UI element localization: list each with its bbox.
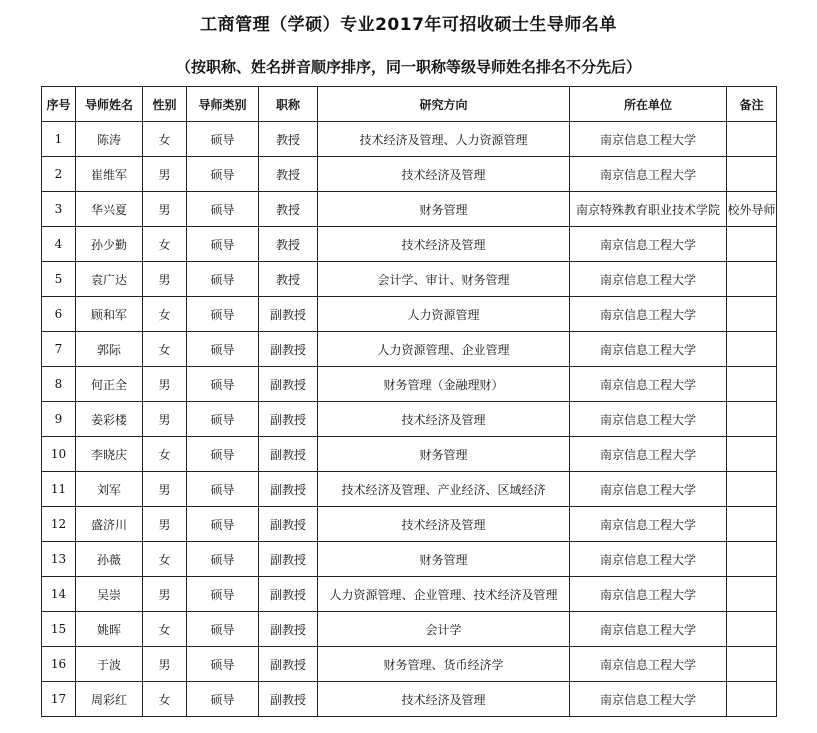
cell-no: 2 [42,157,76,192]
cell-rank: 副教授 [259,472,318,507]
cell-unit: 南京信息工程大学 [570,367,727,402]
cell-type: 硕导 [187,262,259,297]
cell-no: 5 [42,262,76,297]
cell-field: 人力资源管理、企业管理、技术经济及管理 [318,577,570,612]
cell-field: 技术经济及管理 [318,157,570,192]
table-row [42,472,777,507]
cell-no: 9 [42,402,76,437]
cell-unit: 南京信息工程大学 [570,472,727,507]
cell-note [727,262,777,297]
cell-sex: 男 [143,507,187,542]
table-row [42,367,777,402]
cell-note [727,332,777,367]
cell-name: 李晓庆 [76,437,143,472]
cell-type: 硕导 [187,577,259,612]
cell-no: 13 [42,542,76,577]
cell-sex: 男 [143,472,187,507]
table-body [42,122,777,717]
header-rank: 职称 [259,87,318,122]
cell-unit: 南京信息工程大学 [570,577,727,612]
cell-sex: 女 [143,437,187,472]
page-title: 工商管理（学硕）专业2017年可招收硕士生导师名单 [200,15,617,35]
cell-sex: 女 [143,122,187,157]
cell-unit: 南京信息工程大学 [570,157,727,192]
cell-type: 硕导 [187,472,259,507]
cell-note [727,472,777,507]
cell-rank: 教授 [259,122,318,157]
cell-note [727,157,777,192]
cell-unit: 南京信息工程大学 [570,262,727,297]
cell-name: 袁广达 [76,262,143,297]
cell-note [727,297,777,332]
cell-unit: 南京信息工程大学 [570,122,727,157]
cell-unit: 南京信息工程大学 [570,402,727,437]
cell-name: 崔维军 [76,157,143,192]
header-sex: 性别 [143,87,187,122]
cell-sex: 男 [143,647,187,682]
cell-no: 8 [42,367,76,402]
cell-sex: 女 [143,682,187,717]
cell-note [727,437,777,472]
cell-name: 顾和军 [76,297,143,332]
cell-rank: 副教授 [259,542,318,577]
cell-field: 财务管理 [318,542,570,577]
cell-unit: 南京信息工程大学 [570,612,727,647]
cell-no: 10 [42,437,76,472]
cell-sex: 男 [143,192,187,227]
cell-no: 17 [42,682,76,717]
table-row [42,402,777,437]
cell-rank: 副教授 [259,647,318,682]
cell-name: 刘军 [76,472,143,507]
header-field: 研究方向 [318,87,570,122]
cell-field: 财务管理 [318,437,570,472]
cell-field: 会计学、审计、财务管理 [318,262,570,297]
advisor-table [41,86,777,717]
cell-rank: 教授 [259,227,318,262]
cell-rank: 副教授 [259,612,318,647]
cell-type: 硕导 [187,367,259,402]
cell-rank: 教授 [259,157,318,192]
cell-note [727,682,777,717]
cell-field: 财务管理 [318,192,570,227]
cell-name: 孙薇 [76,542,143,577]
cell-rank: 副教授 [259,682,318,717]
cell-no: 15 [42,612,76,647]
cell-type: 硕导 [187,402,259,437]
table-row [42,157,777,192]
header-type: 导师类别 [187,87,259,122]
cell-no: 6 [42,297,76,332]
cell-rank: 教授 [259,192,318,227]
cell-rank: 副教授 [259,402,318,437]
cell-unit: 南京信息工程大学 [570,682,727,717]
cell-name: 姚晖 [76,612,143,647]
cell-rank: 副教授 [259,332,318,367]
cell-sex: 男 [143,157,187,192]
cell-type: 硕导 [187,507,259,542]
table-row [42,542,777,577]
cell-no: 3 [42,192,76,227]
cell-rank: 副教授 [259,297,318,332]
cell-type: 硕导 [187,437,259,472]
cell-name: 华兴夏 [76,192,143,227]
cell-rank: 副教授 [259,507,318,542]
table-row [42,262,777,297]
cell-unit: 南京信息工程大学 [570,332,727,367]
cell-rank: 教授 [259,262,318,297]
cell-sex: 女 [143,612,187,647]
cell-name: 郭际 [76,332,143,367]
cell-no: 7 [42,332,76,367]
cell-name: 姜彩楼 [76,402,143,437]
cell-note [727,507,777,542]
cell-type: 硕导 [187,192,259,227]
table-row [42,647,777,682]
cell-type: 硕导 [187,647,259,682]
cell-no: 14 [42,577,76,612]
cell-name: 于波 [76,647,143,682]
cell-type: 硕导 [187,227,259,262]
cell-no: 12 [42,507,76,542]
cell-no: 11 [42,472,76,507]
cell-no: 1 [42,122,76,157]
cell-note [727,367,777,402]
cell-field: 人力资源管理 [318,297,570,332]
cell-name: 何正全 [76,367,143,402]
cell-type: 硕导 [187,612,259,647]
cell-sex: 男 [143,367,187,402]
table-row [42,437,777,472]
cell-field: 技术经济及管理 [318,402,570,437]
cell-unit: 南京信息工程大学 [570,227,727,262]
table-row [42,227,777,262]
table-row [42,577,777,612]
cell-note [727,122,777,157]
cell-unit: 南京信息工程大学 [570,647,727,682]
cell-type: 硕导 [187,542,259,577]
cell-rank: 副教授 [259,577,318,612]
table-row [42,682,777,717]
cell-unit: 南京特殊教育职业技术学院 [570,192,727,227]
cell-type: 硕导 [187,297,259,332]
cell-name: 吴崇 [76,577,143,612]
cell-no: 16 [42,647,76,682]
cell-type: 硕导 [187,157,259,192]
page-subtitle: （按职称、姓名拼音顺序排序，同一职称等级导师姓名排名不分先后） [175,58,641,76]
cell-name: 周彩红 [76,682,143,717]
cell-type: 硕导 [187,682,259,717]
cell-sex: 女 [143,297,187,332]
cell-field: 会计学 [318,612,570,647]
table-row [42,612,777,647]
table-row [42,122,777,157]
header-name: 导师姓名 [76,87,143,122]
cell-name: 陈涛 [76,122,143,157]
cell-field: 财务管理（金融理财） [318,367,570,402]
cell-note: 校外导师 [727,192,777,227]
cell-note [727,577,777,612]
cell-note [727,227,777,262]
table-row [42,297,777,332]
cell-note [727,612,777,647]
cell-field: 技术经济及管理 [318,227,570,262]
header-no: 序号 [42,87,76,122]
cell-note [727,402,777,437]
table-header-row [42,87,777,122]
cell-field: 技术经济及管理 [318,507,570,542]
cell-type: 硕导 [187,332,259,367]
cell-sex: 男 [143,262,187,297]
cell-sex: 女 [143,332,187,367]
cell-field: 人力资源管理、企业管理 [318,332,570,367]
cell-name: 孙少勤 [76,227,143,262]
header-note: 备注 [727,87,777,122]
cell-rank: 副教授 [259,367,318,402]
table-row [42,192,777,227]
cell-unit: 南京信息工程大学 [570,297,727,332]
cell-sex: 男 [143,577,187,612]
header-unit: 所在单位 [570,87,727,122]
cell-unit: 南京信息工程大学 [570,437,727,472]
table-row [42,507,777,542]
cell-note [727,542,777,577]
table-row [42,332,777,367]
cell-no: 4 [42,227,76,262]
cell-name: 盛济川 [76,507,143,542]
cell-note [727,647,777,682]
cell-unit: 南京信息工程大学 [570,507,727,542]
cell-field: 技术经济及管理、产业经济、区域经济 [318,472,570,507]
cell-type: 硕导 [187,122,259,157]
cell-sex: 女 [143,227,187,262]
cell-field: 技术经济及管理 [318,682,570,717]
cell-field: 财务管理、货币经济学 [318,647,570,682]
cell-field: 技术经济及管理、人力资源管理 [318,122,570,157]
cell-sex: 女 [143,542,187,577]
cell-unit: 南京信息工程大学 [570,542,727,577]
cell-rank: 副教授 [259,437,318,472]
cell-sex: 男 [143,402,187,437]
